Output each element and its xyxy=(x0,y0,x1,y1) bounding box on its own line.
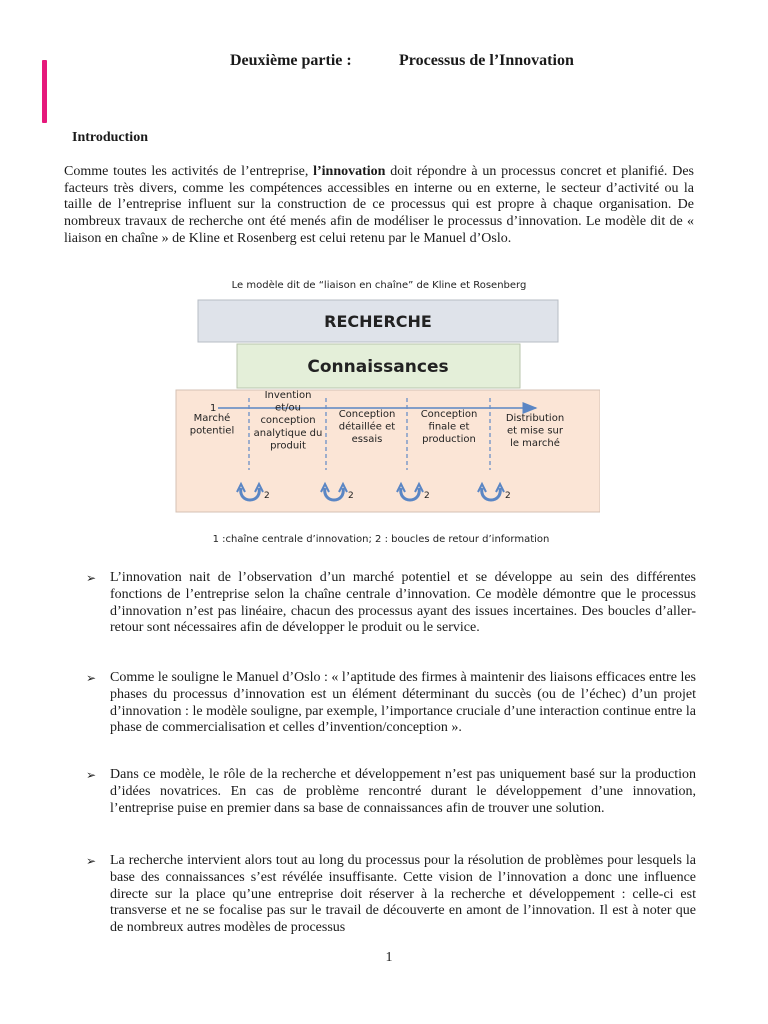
stage-label: Distribution et mise sur le marché xyxy=(505,413,565,450)
stage-label: Conception détaillée et essais xyxy=(338,409,396,446)
connaissances-label: Connaissances xyxy=(307,357,449,377)
list-item: ➢ Comme le souligne le Manuel d’Oslo : « l’aptitude des firmes à maintenir des liaisons efficaces entre les phases du processus d’innovation est un élément déterminant du succès (ou de l’échec) d’un projet d’innovation : le modèle souligne, par exemple, l’importance cruciale d’une interaction continue entre la phase de commercialisation et celles d’invention/conception ». xyxy=(86,670,696,736)
stage-label: Conception finale et production xyxy=(420,409,478,446)
list-item: ➢ Dans ce modèle, le rôle de la recherche et développement n’est pas uniquement basé sur la production d’idées novatrices. En cas de problème rencontré durant le développement d’une innovation, l’entreprise puise en premier dans sa base de connaissances afin de trouver une solution. xyxy=(86,767,696,816)
stage-label: Invention et/ou conception analytique du produit xyxy=(253,390,323,452)
accent-bar xyxy=(42,60,47,123)
loop-marker: 2 xyxy=(264,491,270,501)
loop-marker: 2 xyxy=(348,491,354,501)
page-number: 1 xyxy=(385,950,393,965)
figure-title: Le modèle dit de “liaison en chaîne” de Kline et Rosenberg xyxy=(231,280,527,291)
arrow-right-icon: ➢ xyxy=(86,671,97,685)
arrow-right-icon: ➢ xyxy=(86,571,97,585)
list-item: ➢ La recherche intervient alors tout au long du processus pour la résolution de problèmes pour lesquels la base des connaissances s’est révélée insuffisante. Cette vision de l’innovation a donc une influence directe sur la place qu’une entreprise doit réserver à la recherche et développement : celle-ci est transverse et ne se focalise pas sur le travail de découverte en amont de l’innovation. Il est à noter que de nombreux autres modèles de processus xyxy=(86,853,696,936)
part-title: Processus de l’Innovation xyxy=(399,52,574,69)
loop-marker: 2 xyxy=(424,491,430,501)
figure-caption: 1 :chaîne centrale d’innovation; 2 : boucles de retour d’information xyxy=(212,534,550,545)
arrow-right-icon: ➢ xyxy=(86,768,97,782)
chain-marker: 1 xyxy=(210,403,217,414)
intro-paragraph: Comme toutes les activités de l’entreprise, l’innovation doit répondre à un processus concret et planifié. Des facteurs très divers, comme les compétences accessibles en interne ou en externe, le secteur d’activité ou la taille de l’entreprise influent sur la construction de ce processus qui est propre à chaque organisation. De nombreux travaux de recherche ont été menés afin de modéliser le processus d’innovation. Le modèle dit de « liaison en chaîne » de Kline et Rosenberg est celui retenu par le Manuel d’Oslo. xyxy=(64,164,694,246)
loop-marker: 2 xyxy=(505,491,511,501)
recherche-label: RECHERCHE xyxy=(324,312,432,331)
kline-rosenberg-diagram xyxy=(170,276,600,556)
emphasis-innovation: l’innovation xyxy=(313,164,386,179)
arrow-right-icon: ➢ xyxy=(86,854,97,868)
part-label: Deuxième partie : xyxy=(230,52,352,69)
diagram-svg xyxy=(170,276,600,526)
list-item: ➢ L’innovation nait de l’observation d’un marché potentiel et se développe au sein des différentes fonctions de l’entreprise selon la chaîne centrale d’innovation. Ce modèle démontre que le processus d’innovation n’est pas linéaire, chacun des processus ayant des issues incertaines. Des boucles d’aller-retour sont nécessaires afin de développer le produit ou le service. xyxy=(86,570,696,636)
section-heading: Introduction xyxy=(72,130,148,145)
stage-label: Marché potentiel xyxy=(189,413,235,437)
